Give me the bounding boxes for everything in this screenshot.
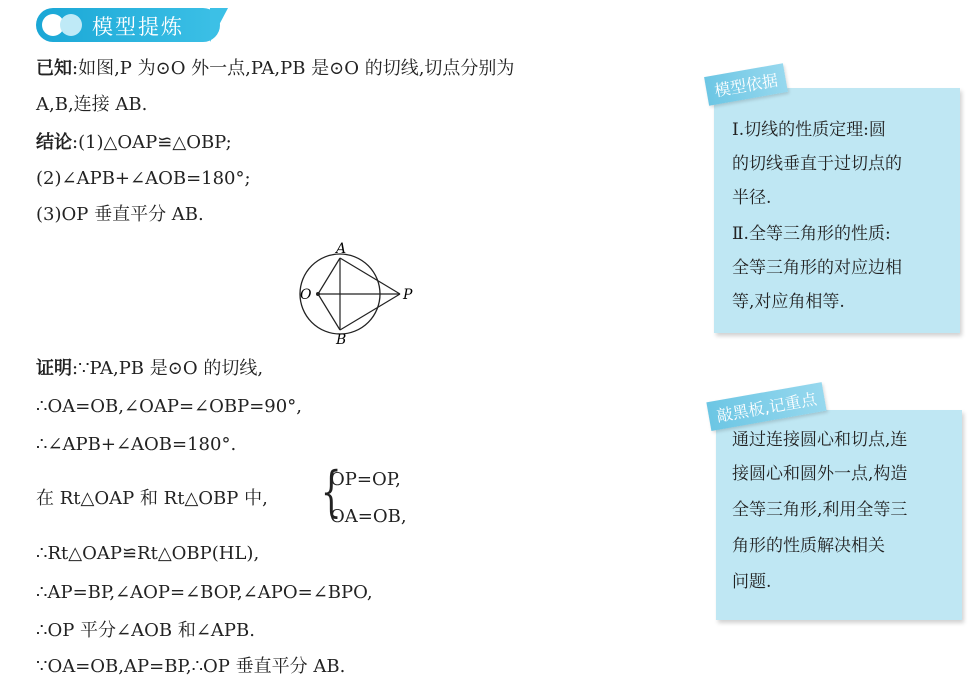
proof-line-7: ∴OP 平分∠AOB 和∠APB.	[36, 620, 255, 641]
basis-note-tab: 模型依据	[704, 63, 788, 105]
segment-pa	[340, 258, 400, 294]
basis-note-line: Ⅱ.全等三角形的性质:	[732, 224, 891, 244]
system-line-2: OA=OB,	[330, 506, 407, 527]
proof-line-6: ∴AP=BP,∠AOP=∠BOP,∠APO=∠BPO,	[36, 582, 373, 603]
keypoint-note-line: 角形的性质解决相关	[732, 536, 885, 556]
header-tail	[210, 8, 228, 42]
geometry-diagram	[270, 238, 420, 348]
basis-note-line: 等,对应角相等.	[732, 292, 845, 312]
diagram-svg	[270, 238, 420, 348]
header-circle-icon	[60, 14, 82, 36]
basis-note-line: 的切线垂直于过切点的	[732, 154, 902, 174]
keypoint-note-tab: 敲黑板,记重点	[706, 382, 826, 431]
header-title: 模型提炼	[92, 15, 184, 39]
keypoint-note-line: 通过连接圆心和切点,连	[732, 430, 908, 450]
point-o	[316, 292, 320, 296]
given-line-cont: A,B,连接 AB.	[36, 94, 148, 115]
proof-line-8: ∵OA=OB,AP=BP,∴OP 垂直平分 AB.	[36, 656, 346, 677]
proof-line-3: ∴∠APB+∠AOB=180°.	[36, 434, 237, 455]
basis-note-line: Ⅰ.切线的性质定理:圆	[732, 120, 886, 140]
keypoint-note-line: 全等三角形,利用全等三	[732, 500, 908, 520]
conclusion-line-2: (2)∠APB+∠AOB=180°;	[36, 168, 251, 189]
keypoint-note	[715, 389, 962, 620]
brace-icon: {	[320, 460, 342, 523]
segment-pb	[340, 294, 400, 330]
proof-line-4: 在 Rt△OAP 和 Rt△OBP 中,	[36, 488, 268, 509]
keypoint-note-line: 接圆心和圆外一点,构造	[732, 464, 908, 484]
given-line: 已知:如图,P 为⊙O 外一点,PA,PB 是⊙O 的切线,切点分别为	[36, 58, 515, 79]
segment-ob	[318, 294, 340, 330]
basis-note-line: 半径.	[732, 188, 772, 208]
label-a: A	[336, 241, 347, 257]
proof-line: 证明:∵PA,PB 是⊙O 的切线,	[36, 358, 264, 379]
proof-line-5: ∴Rt△OAP≌Rt△OBP(HL),	[36, 543, 260, 564]
label-b: B	[336, 332, 347, 348]
basis-note	[713, 70, 960, 333]
conclusion-line-3: (3)OP 垂直平分 AB.	[36, 204, 204, 225]
label-o: O	[300, 287, 312, 303]
equation-system	[314, 460, 434, 531]
basis-note-line: 全等三角形的对应边相	[732, 258, 902, 278]
label-p: P	[403, 287, 413, 303]
segment-oa	[318, 258, 340, 294]
conclusion-line: 结论:(1)△OAP≌△OBP;	[36, 132, 232, 153]
section-header	[36, 8, 220, 44]
keypoint-note-line: 问题.	[732, 572, 772, 592]
proof-line-2: ∴OA=OB,∠OAP=∠OBP=90°,	[36, 396, 302, 417]
system-line-1: OP=OP,	[330, 469, 401, 490]
